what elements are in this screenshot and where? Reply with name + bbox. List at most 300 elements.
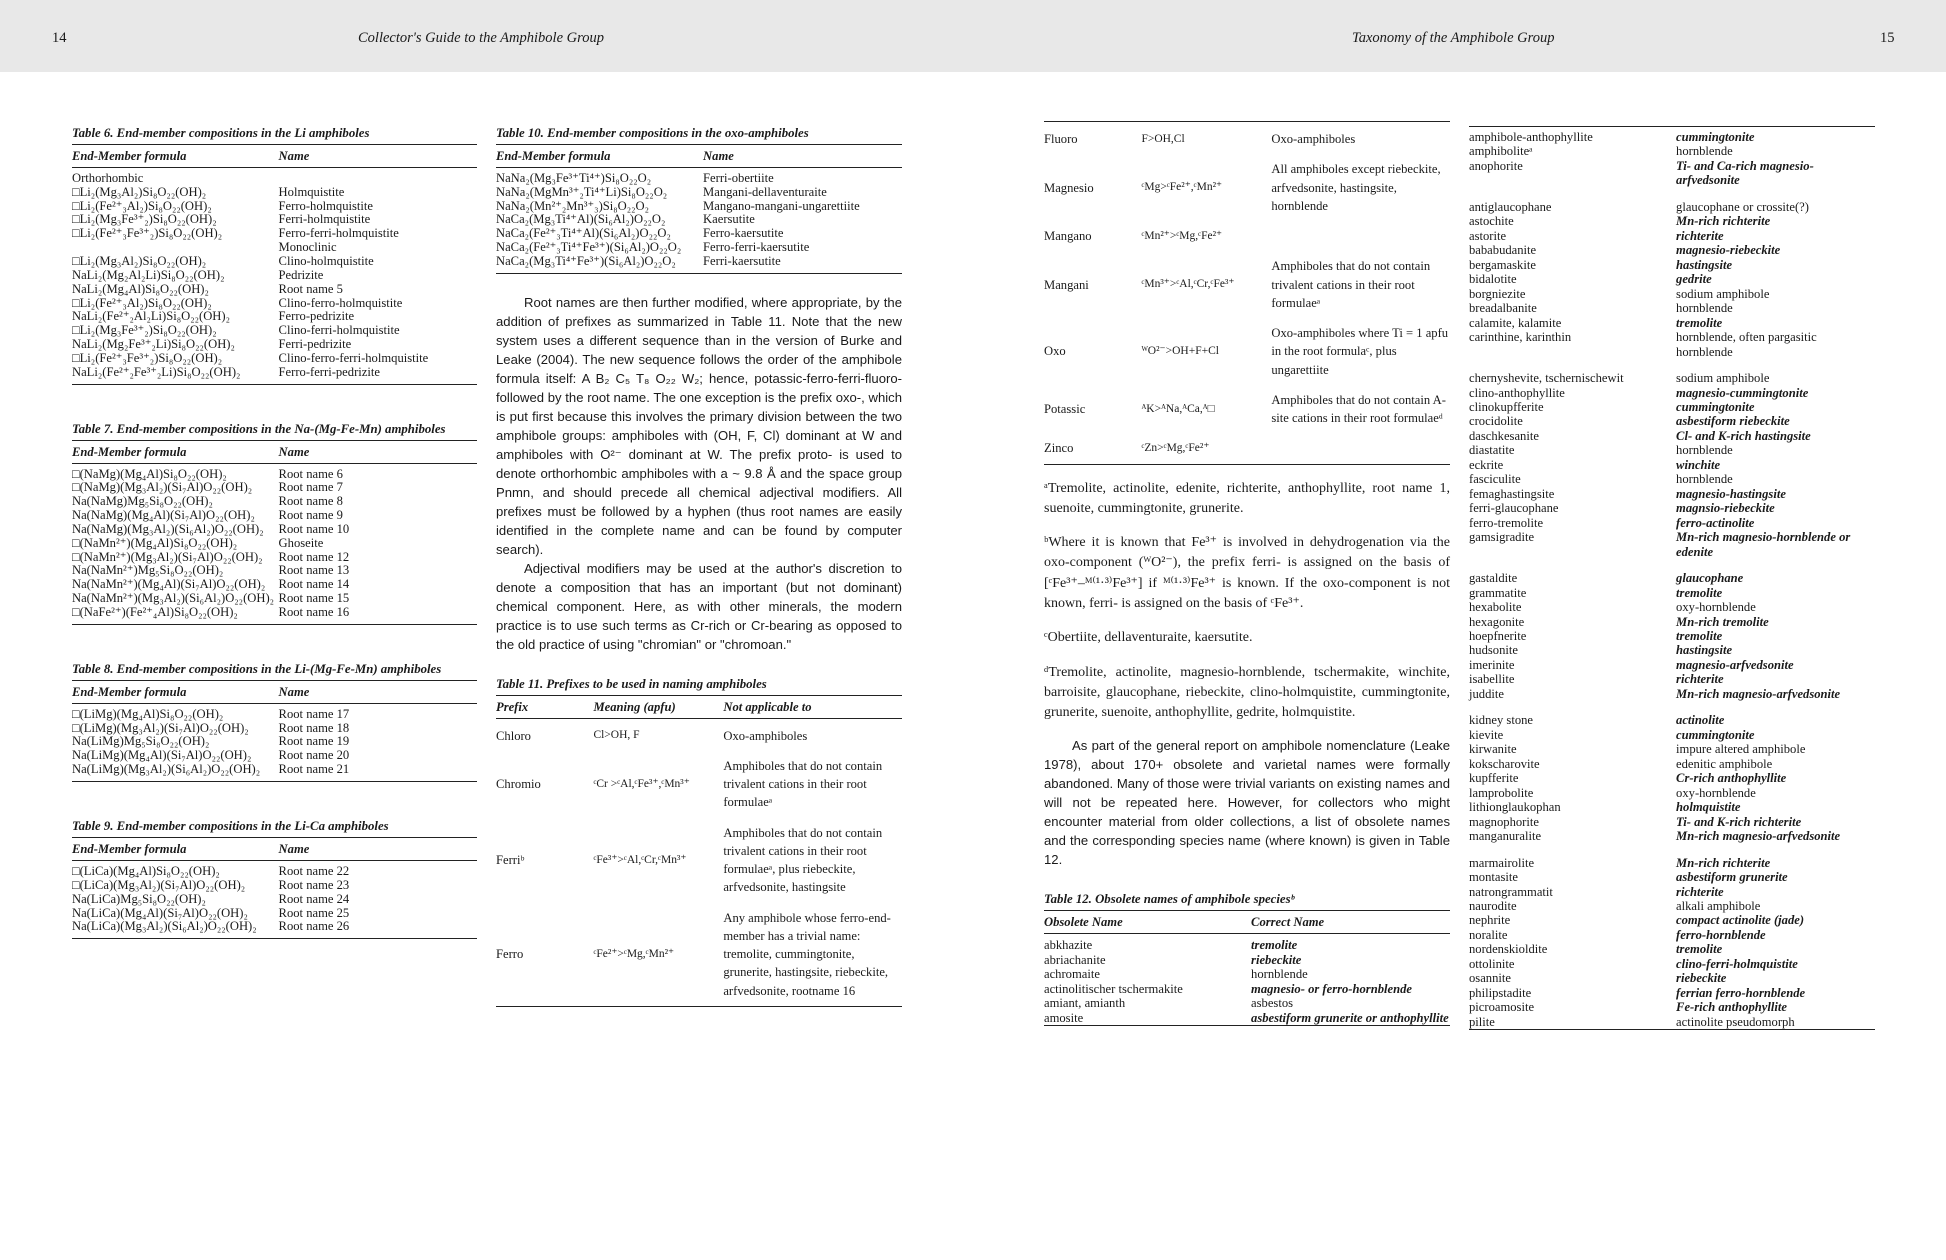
- formula-cell: Na(NaMn²⁺)Mg₅Si₈O₂₂(OH)₂: [72, 563, 224, 578]
- table-row: [1469, 127, 1875, 145]
- table-row: [1469, 942, 1875, 956]
- table-row: [1469, 287, 1875, 301]
- table-caption: Table 9. End-member compositions in the Li-Ca amphiboles: [72, 819, 477, 838]
- column-header: Name: [279, 684, 477, 703]
- meaning-cell: ᶜMn³⁺>ᶜAl,ᶜCr,ᶜFe³⁺: [1141, 278, 1235, 291]
- not-applicable-cell: Amphiboles that do not contain trivalent cations in their root formulaeᵃ, plus riebeckite, arfvedsonite, hastingsite: [723, 825, 883, 895]
- obsolete-name-cell: astochite: [1469, 214, 1514, 229]
- header-row: [496, 148, 902, 167]
- formula-cell: □(NaMn²⁺)(Mg₄Al)Si₈O₂₂(OH)₂: [72, 535, 238, 550]
- name-cell: Mangani-dellaventuraite: [703, 184, 827, 199]
- formula-cell: □(NaMn²⁺)(Mg₃Al₂)(Si₇Al)O₂₂(OH)₂: [72, 549, 263, 564]
- table-row: [72, 352, 477, 366]
- table-row: [1469, 629, 1875, 643]
- table-row: [72, 241, 477, 255]
- table-caption: Table 11. Prefixes to be used in naming amphiboles: [496, 677, 902, 696]
- obsolete-name-cell: amphiboliteᵃ: [1469, 144, 1533, 159]
- column-header: End-Member formula: [72, 841, 279, 860]
- obsolete-name-cell: bidalotite: [1469, 272, 1517, 287]
- formula-cell: Na(NaMn²⁺)(Mg₃Al₂)(Si₆Al₂)O₂₂(OH)₂: [72, 591, 275, 606]
- obsolete-name-cell: kidney stone: [1469, 713, 1534, 728]
- table-row: [72, 763, 477, 781]
- obsolete-name-cell: hexabolite: [1469, 600, 1522, 615]
- table-row: [1469, 458, 1875, 472]
- table-row: [1469, 844, 1875, 870]
- table-9: [72, 819, 477, 939]
- obsolete-name-cell: manganuralite: [1469, 829, 1542, 844]
- name-cell: Ferro-holmquistite: [278, 198, 373, 213]
- table-caption: Table 10. End-member compositions in the oxo-amphiboles: [496, 126, 902, 145]
- table-row: [72, 893, 477, 907]
- table-row: [72, 749, 477, 763]
- correct-name-cell: magnesio- or ferro-hornblende: [1251, 981, 1412, 996]
- not-applicable-cell: Oxo-amphiboles: [1271, 132, 1356, 146]
- not-applicable-cell: Amphiboles that do not contain trivalent cations in their root formulaeᵃ: [1271, 259, 1431, 310]
- table-row: [1469, 757, 1875, 771]
- table-row: [1469, 472, 1875, 486]
- name-cell: Ferro-kaersutite: [703, 226, 784, 241]
- column-header: Not applicable to: [723, 699, 902, 718]
- formula-cell: Na(NaMg)(Mg₃Al₂)(Si₆Al₂)O₂₂(OH)₂: [72, 521, 264, 536]
- correct-name-cell: hornblende: [1676, 301, 1733, 316]
- name-cell: [279, 167, 477, 185]
- table-row: [1469, 559, 1875, 585]
- name-cell: Ghoseite: [278, 535, 324, 550]
- correct-name-cell: actinolite: [1676, 713, 1725, 728]
- correct-name-cell: ferrian ferro-hornblende: [1676, 985, 1806, 1000]
- correct-name-cell: tremolite: [1676, 942, 1723, 957]
- table-12-continued: [1469, 126, 1875, 1030]
- correct-name-cell: impure altered amphibole: [1676, 742, 1806, 757]
- column-header: Prefix: [496, 699, 593, 718]
- prefix-cell: Fluoro: [1044, 132, 1078, 146]
- correct-name-cell: hastingsite: [1676, 257, 1733, 272]
- obsolete-name-cell: amiant, amianth: [1044, 996, 1126, 1011]
- footnote: ᶜObertiite, dellaventuraite, kaersutite.: [1044, 630, 1253, 646]
- table-11-continued: [1044, 121, 1450, 465]
- column-header: Obsolete Name: [1044, 914, 1251, 933]
- table-row: [1044, 385, 1450, 434]
- obsolete-name-cell: anophorite: [1469, 158, 1523, 173]
- table-row: [1044, 251, 1450, 318]
- correct-name-cell: clino-ferri-holmquistite: [1676, 956, 1798, 971]
- table-row: [1469, 885, 1875, 899]
- correct-name-cell: Mn-rich richterite: [1676, 855, 1771, 870]
- table-12: [1044, 892, 1450, 1026]
- formula-cell: NaLi₂(Mg₂Fe³⁺₂Li)Si₈O₂₂(OH)₂: [72, 337, 235, 352]
- obsolete-name-cell: hexagonite: [1469, 614, 1525, 629]
- right-column-1: [1044, 121, 1450, 1026]
- name-cell: Root name 18: [278, 720, 350, 735]
- table-10: [496, 126, 902, 274]
- column-header: Name: [279, 148, 477, 167]
- name-cell: Monoclinic: [278, 240, 337, 255]
- table-row: [1044, 953, 1450, 967]
- table-row: [72, 509, 477, 523]
- left-page-number: 14: [52, 30, 67, 46]
- table-row: [1469, 229, 1875, 243]
- table-row: [72, 879, 477, 893]
- table-row: [1469, 258, 1875, 272]
- table-11: [496, 677, 902, 1007]
- obsolete-name-cell: ferri-glaucophane: [1469, 501, 1559, 516]
- column-header: Name: [703, 148, 902, 167]
- prefix-cell: Chromio: [496, 777, 541, 792]
- correct-name-cell: magnesio-arfvedsonite: [1676, 657, 1794, 672]
- table-row: [1469, 615, 1875, 629]
- correct-name-cell: riebeckite: [1676, 971, 1727, 986]
- prefix-cell: Ferro: [496, 947, 524, 962]
- header-row: [72, 444, 477, 463]
- obsolete-name-cell: juddite: [1469, 686, 1504, 701]
- obsolete-names-table: [1044, 914, 1450, 1026]
- table-row: [1469, 870, 1875, 884]
- prefix-cell: Mangani: [1044, 277, 1089, 292]
- correct-name-cell: glaucophane or crossite(?): [1676, 199, 1809, 214]
- correct-name-cell: edenitic amphibole: [1676, 756, 1773, 771]
- obsolete-name-cell: calamite, kalamite: [1469, 315, 1562, 330]
- data-table: [72, 841, 477, 939]
- formula-cell: Na(NaMg)(Mg₄Al)(Si₇Al)O₂₂(OH)₂: [72, 508, 255, 523]
- table-row: [1044, 1011, 1450, 1026]
- column-header: End-Member formula: [72, 684, 279, 703]
- table-row: [1469, 986, 1875, 1000]
- table-row: [496, 718, 902, 751]
- table-row: [496, 186, 902, 200]
- formula-cell: □Li₂(Fe²⁺₃Fe³⁺₂)Si₈O₂₂(OH)₂: [72, 226, 223, 241]
- table-row: [72, 310, 477, 324]
- obsolete-name-cell: actinolitischer tschermakite: [1044, 981, 1183, 996]
- column-header: Name: [279, 841, 477, 860]
- table-row: [1469, 501, 1875, 515]
- correct-name-cell: tremolite: [1251, 938, 1298, 953]
- table-row: [72, 537, 477, 551]
- correct-name-cell: asbestiform grunerite: [1676, 870, 1788, 885]
- table-row: [72, 592, 477, 606]
- formula-cell: Na(NaMg)Mg₅Si₈O₂₂(OH)₂: [72, 494, 213, 509]
- obsolete-name-cell: hudsonite: [1469, 643, 1518, 658]
- table-row: [72, 283, 477, 297]
- formula-cell: □(LiMg)(Mg₃Al₂)(Si₇Al)O₂₂(OH)₂: [72, 720, 249, 735]
- formula-cell: NaCa₂(Mg₃Ti⁴⁺Al)(Si₆Al₂)O₂₂O₂: [496, 212, 666, 227]
- right-page-number: 15: [1880, 30, 1895, 46]
- name-cell: Root name 24: [278, 891, 350, 906]
- correct-name-cell: asbestiform grunerite or anthophyllite: [1251, 1010, 1449, 1025]
- not-applicable-cell: Oxo-amphiboles where Ti = 1 apfu in the root formulaᶜ, plus ungarettiite: [1271, 326, 1449, 377]
- column-header: Name: [279, 444, 477, 463]
- formula-cell: NaNa₂(MgMn³⁺₂Ti⁴⁺Li)Si₈O₂₂O₂: [496, 184, 668, 199]
- prefix-cell: Oxo: [1044, 344, 1066, 359]
- correct-name-cell: Mn-rich magnesio-hornblende or edenite: [1676, 530, 1851, 559]
- obsolete-name-cell: isabellite: [1469, 672, 1515, 687]
- name-cell: Holmquistite: [278, 184, 345, 199]
- table-row: [1469, 386, 1875, 400]
- table-row: [1469, 586, 1875, 600]
- table-8: [72, 662, 477, 782]
- prefix-table: [1044, 121, 1450, 465]
- table-row: [1469, 243, 1875, 257]
- obsolete-name-cell: carinthine, karinthin: [1469, 330, 1572, 345]
- formula-cell: NaCa₂(Mg₃Ti⁴⁺Fe³⁺)(Si₆Al₂)O₂₂O₂: [496, 254, 676, 269]
- table-row: [1469, 913, 1875, 927]
- formula-cell: □Li₂(Mg₃Al₂)Si₈O₂₂(OH)₂: [72, 184, 207, 199]
- formula-cell: Na(LiCa)Mg₅Si₈O₂₂(OH)₂: [72, 891, 206, 906]
- table-row: [72, 907, 477, 921]
- name-cell: Ferro-ferri-pedrizite: [278, 364, 380, 379]
- table-row: [1044, 996, 1450, 1010]
- obsolete-name-cell: clino-anthophyllite: [1469, 385, 1565, 400]
- formula-cell: NaNa₂(Mg₃Fe³⁺Ti⁴⁺)Si₈O₂₂O₂: [496, 170, 652, 185]
- correct-name-cell: richterite: [1676, 672, 1724, 687]
- table-row: [72, 269, 477, 283]
- table-row: [1044, 967, 1450, 981]
- obsolete-name-cell: fasciculite: [1469, 472, 1521, 487]
- obsolete-name-cell: amosite: [1044, 1010, 1084, 1025]
- table-6: [72, 126, 477, 385]
- prefix-cell: Ferriᵇ: [496, 852, 525, 867]
- formula-cell: □Li₂(Mg₃Fe³⁺₂)Si₈O₂₂(OH)₂: [72, 212, 217, 227]
- table-row: [72, 735, 477, 749]
- obsolete-name-cell: kupfferite: [1469, 771, 1519, 786]
- correct-name-cell: oxy-hornblende: [1676, 785, 1756, 800]
- name-cell: Root name 5: [278, 281, 343, 296]
- obsolete-name-cell: montasite: [1469, 870, 1518, 885]
- meaning-cell: ᶜCr >ᶜAl,ᶜFe³⁺,ᶜMn³⁺: [593, 777, 690, 790]
- table-row: [1469, 829, 1875, 843]
- formula-cell: □Li₂(Mg₃Fe³⁺₂)Si₈O₂₂(OH)₂: [72, 323, 217, 338]
- table-row: [496, 227, 902, 241]
- table-row: [72, 481, 477, 495]
- table-row: [1469, 188, 1875, 214]
- obsolete-names-table: [1469, 126, 1875, 1030]
- table-row: [72, 606, 477, 624]
- table-row: [1469, 1000, 1875, 1014]
- table-row: [72, 227, 477, 241]
- correct-name-cell: glaucophane: [1676, 571, 1744, 586]
- formula-cell: Na(LiCa)(Mg₃Al₂)(Si₆Al₂)O₂₂(OH)₂: [72, 919, 257, 934]
- not-applicable-cell: Any amphibole whose ferro-end-member has a trivial name: tremolite, cummingtonite, grunerite, hastingsite, riebeckite, arfvedsonite, rootname 16: [723, 910, 891, 998]
- table-row: [1044, 934, 1450, 953]
- correct-name-cell: compact actinolite (jade): [1676, 913, 1805, 928]
- data-table: [496, 148, 902, 274]
- table-row: [72, 213, 477, 227]
- formula-cell: NaLi₂(Mg₄Al)Si₈O₂₂(OH)₂: [72, 281, 209, 296]
- obsolete-name-cell: chernyshevite, tschernischewit: [1469, 371, 1624, 386]
- correct-name-cell: hastingsite: [1676, 643, 1733, 658]
- header-row: [72, 841, 477, 860]
- body-text-right: As part of the general report on amphibole nomenclature (Leake 1978), about 170+ obsolete and varietal names were formally abandoned. Many of those were trivial variants on existing names and will not be repeated here. However, for collectors who might encounter material from older collections, a list of obsolete names and the corresponding species name (where known) is given in Table 12.: [1044, 738, 1450, 868]
- table-row: [72, 523, 477, 537]
- formula-cell: Na(NaMn²⁺)(Mg₄Al)(Si₇Al)O₂₂(OH)₂: [72, 577, 266, 592]
- table-row: [1469, 658, 1875, 672]
- formula-cell: □(LiCa)(Mg₄Al)Si₈O₂₂(OH)₂: [72, 863, 220, 878]
- prefix-cell: Magnesio: [1044, 180, 1094, 195]
- obsolete-name-cell: imerinite: [1469, 657, 1515, 672]
- table-row: [1469, 516, 1875, 530]
- formula-cell: [72, 241, 279, 255]
- table-row: [1044, 221, 1450, 251]
- name-cell: Root name 10: [278, 521, 350, 536]
- obsolete-name-cell: naurodite: [1469, 898, 1517, 913]
- obsolete-name-cell: abriachanite: [1044, 952, 1106, 967]
- name-cell: Ferro-ferri-holmquistite: [278, 226, 399, 241]
- obsolete-name-cell: lamprobolite: [1469, 785, 1534, 800]
- table-row: [1044, 154, 1450, 221]
- obsolete-name-cell: ferro-tremolite: [1469, 515, 1544, 530]
- correct-name-cell: gedrite: [1676, 272, 1712, 287]
- name-cell: Clino-ferro-ferri-holmquistite: [278, 350, 429, 365]
- name-cell: Clino-ferri-holmquistite: [278, 323, 400, 338]
- table-row: [1469, 742, 1875, 756]
- table-row: [496, 241, 902, 255]
- obsolete-name-cell: breadalbanite: [1469, 301, 1537, 316]
- formula-cell: NaLi₂(Fe²⁺₂Fe³⁺₂Li)Si₈O₂₂(OH)₂: [72, 364, 241, 379]
- formula-cell: Na(LiCa)(Mg₄Al)(Si₇Al)O₂₂(OH)₂: [72, 905, 248, 920]
- right-column-2: [1469, 126, 1875, 1030]
- formula-cell: □Li₂(Fe²⁺₃Al₂)Si₈O₂₂(OH)₂: [72, 295, 212, 310]
- formula-cell: □(NaMg)(Mg₃Al₂)(Si₇Al)O₂₂(OH)₂: [72, 480, 253, 495]
- name-cell: Pedrizite: [278, 267, 324, 282]
- table-row: [1469, 316, 1875, 330]
- name-cell: Clino-ferro-holmquistite: [278, 295, 403, 310]
- obsolete-name-cell: abkhazite: [1044, 938, 1093, 953]
- table-row: [496, 751, 902, 818]
- meaning-cell: ᶜZn>ᶜMg,ᶜFe²⁺: [1141, 442, 1210, 455]
- table-row: [1469, 359, 1875, 385]
- footnote: ᵃTremolite, actinolite, edenite, richterite, anthophyllite, root name 1, suenoite, cummingtonite, grunerite.: [1044, 480, 1450, 516]
- table-row: [496, 255, 902, 273]
- meaning-cell: F>OH,Cl: [1141, 132, 1185, 145]
- footnote: ᵇWhere it is known that Fe³⁺ is involved in dehydrogenation via the oxo-component (ᵂO²⁻), the prefix ferri- is assigned on the basis of [ᶜFe³⁺–ᴹ⁽¹·³⁾Fe³⁺] if ᴹ⁽¹·³⁾Fe³⁺ is known. If the oxo-component is not known, ferri- is assigned on the basis of ᶜFe³⁺.: [1044, 535, 1450, 611]
- name-cell: Root name 19: [278, 734, 350, 749]
- table-row: [1469, 728, 1875, 742]
- formula-cell: NaCa₂(Fe²⁺₃Ti⁴⁺Fe³⁺)(Si₆Al₂)O₂₂O₂: [496, 240, 682, 255]
- name-cell: Ferro-ferri-kaersutite: [703, 240, 810, 255]
- table-row: [1469, 815, 1875, 829]
- header-row: [1044, 914, 1450, 933]
- name-cell: Root name 16: [278, 605, 350, 619]
- correct-name-cell: cummingtonite: [1676, 727, 1755, 742]
- footnote: ᵈTremolite, actinolite, magnesio-hornblende, tschermakite, winchite, barroisite, glaucophane, riebeckite, clino-holmquistite, cummingtonite, grunerite, suenoite, anthophyllite, gedrite, holmquistite.: [1044, 664, 1450, 721]
- prefix-cell: Potassic: [1044, 401, 1086, 416]
- table-row: [1469, 672, 1875, 686]
- correct-name-cell: hornblende: [1676, 144, 1733, 159]
- obsolete-name-cell: bababudanite: [1469, 243, 1537, 258]
- name-cell: Root name 8: [278, 494, 343, 509]
- table-row: [72, 366, 477, 384]
- correct-name-cell: holmquistite: [1676, 800, 1741, 815]
- page-header: [0, 0, 1946, 72]
- formula-cell: NaLi₂(Mg₂Al₂Li)Si₈O₂₂(OH)₂: [72, 267, 225, 282]
- table-row: [72, 463, 477, 481]
- correct-name-cell: alkali amphibole: [1676, 898, 1761, 913]
- paragraph: Root names are then further modified, where appropriate, by the addition of prefixes as summarized in Table 11. Note that the new system uses a different sequence than in the version of Burke and Leake (2004). The new sequence follows the order of the amphibole formula itself: A B₂ C₅ T₈ O₂₂ W₂; hence, potassic-ferro-ferri-fluoro- followed by the root name. The one exception is the prefix oxo-, which is put first because this involves the primary division between the two amphibole groups: amphiboles with (OH, F, Cl) dominant at W and amphiboles with O²⁻ dominant at W. The prefix proto- is used to denote orthorhombic amphiboles with a ~ 9.8 Å and the space group Pnmn, and should precede all chemical adjectival modifiers. All prefixes must be followed by a hyphen (thus root names are easily identified in the complete name and can be found by computer search).: [496, 294, 902, 557]
- table-row: [496, 167, 902, 185]
- prefix-cell: Zinco: [1044, 441, 1074, 456]
- formula-cell: □(NaFe²⁺)(Fe²⁺₄Al)Si₈O₂₂(OH)₂: [72, 605, 238, 619]
- obsolete-name-cell: marmairolite: [1469, 855, 1535, 870]
- table-row: [1469, 1015, 1875, 1030]
- correct-name-cell: hornblende, often pargasitic hornblende: [1676, 330, 1817, 359]
- correct-name-cell: magnsio-riebeckite: [1676, 501, 1775, 516]
- table-row: [1469, 443, 1875, 457]
- table-row: [72, 255, 477, 269]
- header-row: [72, 148, 477, 167]
- correct-name-cell: ferro-actinolite: [1676, 515, 1755, 530]
- obsolete-name-cell: achromaite: [1044, 967, 1100, 982]
- obsolete-name-cell: gamsigradite: [1469, 530, 1535, 545]
- correct-name-cell: Cr-rich anthophyllite: [1676, 771, 1787, 786]
- name-cell: Ferro-pedrizite: [278, 309, 355, 324]
- obsolete-name-cell: clinokupfferite: [1469, 399, 1544, 414]
- table-row: [1469, 159, 1875, 188]
- prefix-cell: Chloro: [496, 728, 531, 743]
- formula-cell: NaCa₂(Fe²⁺₃Ti⁴⁺Al)(Si₆Al₂)O₂₂O₂: [496, 226, 671, 241]
- footnotes: [1044, 479, 1450, 724]
- name-cell: Ferri-holmquistite: [278, 212, 371, 227]
- correct-name-cell: magnesio-hastingsite: [1676, 486, 1786, 501]
- column-header: End-Member formula: [72, 148, 279, 167]
- formula-cell: □(LiMg)(Mg₄Al)Si₈O₂₂(OH)₂: [72, 706, 224, 721]
- correct-name-cell: hornblende: [1676, 443, 1733, 458]
- obsolete-name-cell: magnophorite: [1469, 814, 1539, 829]
- name-cell: Root name 14: [278, 577, 350, 592]
- name-cell: Root name 7: [278, 480, 343, 495]
- table-row: [72, 578, 477, 592]
- formula-cell: NaNa₂(Mn²⁺₂Mn³⁺₃)Si₈O₂₂O₂: [496, 198, 650, 213]
- not-applicable-cell: [1271, 221, 1450, 251]
- meaning-cell: ᶜFe²⁺>ᶜMg,ᶜMn²⁺: [593, 947, 675, 960]
- obsolete-name-cell: nordenskioldite: [1469, 942, 1548, 957]
- name-cell: Root name 9: [278, 508, 343, 523]
- table-row: [72, 200, 477, 214]
- formula-cell: □Li₂(Mg₃Al₂)Si₈O₂₂(OH)₂: [72, 254, 207, 269]
- meaning-cell: ᶜMg>ᶜFe²⁺,ᶜMn²⁺: [1141, 181, 1223, 194]
- table-row: [1469, 957, 1875, 971]
- table-row: [1469, 301, 1875, 315]
- correct-name-cell: oxy-hornblende: [1676, 600, 1756, 615]
- correct-name-cell: riebeckite: [1251, 952, 1302, 967]
- name-cell: Ferri-pedrizite: [278, 337, 352, 352]
- table-row: [1044, 318, 1450, 385]
- table-row: [1469, 330, 1875, 359]
- correct-name-cell: hornblende: [1676, 472, 1733, 487]
- table-row: [1469, 214, 1875, 228]
- correct-name-cell: Mn-rich magnesio-arfvedsonite: [1676, 686, 1841, 701]
- data-table: [72, 148, 477, 385]
- correct-name-cell: Mn-rich richterite: [1676, 214, 1771, 229]
- correct-name-cell: sodium amphibole: [1676, 286, 1770, 301]
- meaning-cell: ᶜFe³⁺>ᶜAl,ᶜCr,ᶜMn³⁺: [593, 853, 687, 866]
- obsolete-name-cell: osannite: [1469, 971, 1511, 986]
- paragraph: Adjectival modifiers may be used at the author's discretion to denote a composition that has an important (but not dominant) chemical component. Here, as with other minerals, the modern practice is to use such terms as Cr-rich or Cr-bearing as opposed to the old practice of using "chromian" or "chromoan.": [496, 560, 902, 652]
- name-cell: Root name 25: [278, 905, 350, 920]
- obsolete-name-cell: gastaldite: [1469, 571, 1518, 586]
- obsolete-name-cell: natrongrammatit: [1469, 884, 1553, 899]
- body-text-left: [496, 294, 902, 655]
- formula-cell: □Li₂(Fe²⁺₃Al₂)Si₈O₂₂(OH)₂: [72, 198, 212, 213]
- name-cell: Root name 15: [278, 591, 350, 606]
- correct-name-cell: richterite: [1676, 884, 1724, 899]
- obsolete-name-cell: antiglaucophane: [1469, 199, 1552, 214]
- table-row: [1044, 433, 1450, 464]
- name-cell: Root name 20: [278, 748, 350, 763]
- table-row: [1469, 643, 1875, 657]
- table-row: [1469, 701, 1875, 727]
- name-cell: Root name 22: [278, 863, 350, 878]
- meaning-cell: ᶜMn²⁺>ᶜMg,ᶜFe²⁺: [1141, 229, 1223, 242]
- correct-name-cell: cummingtonite: [1676, 130, 1755, 144]
